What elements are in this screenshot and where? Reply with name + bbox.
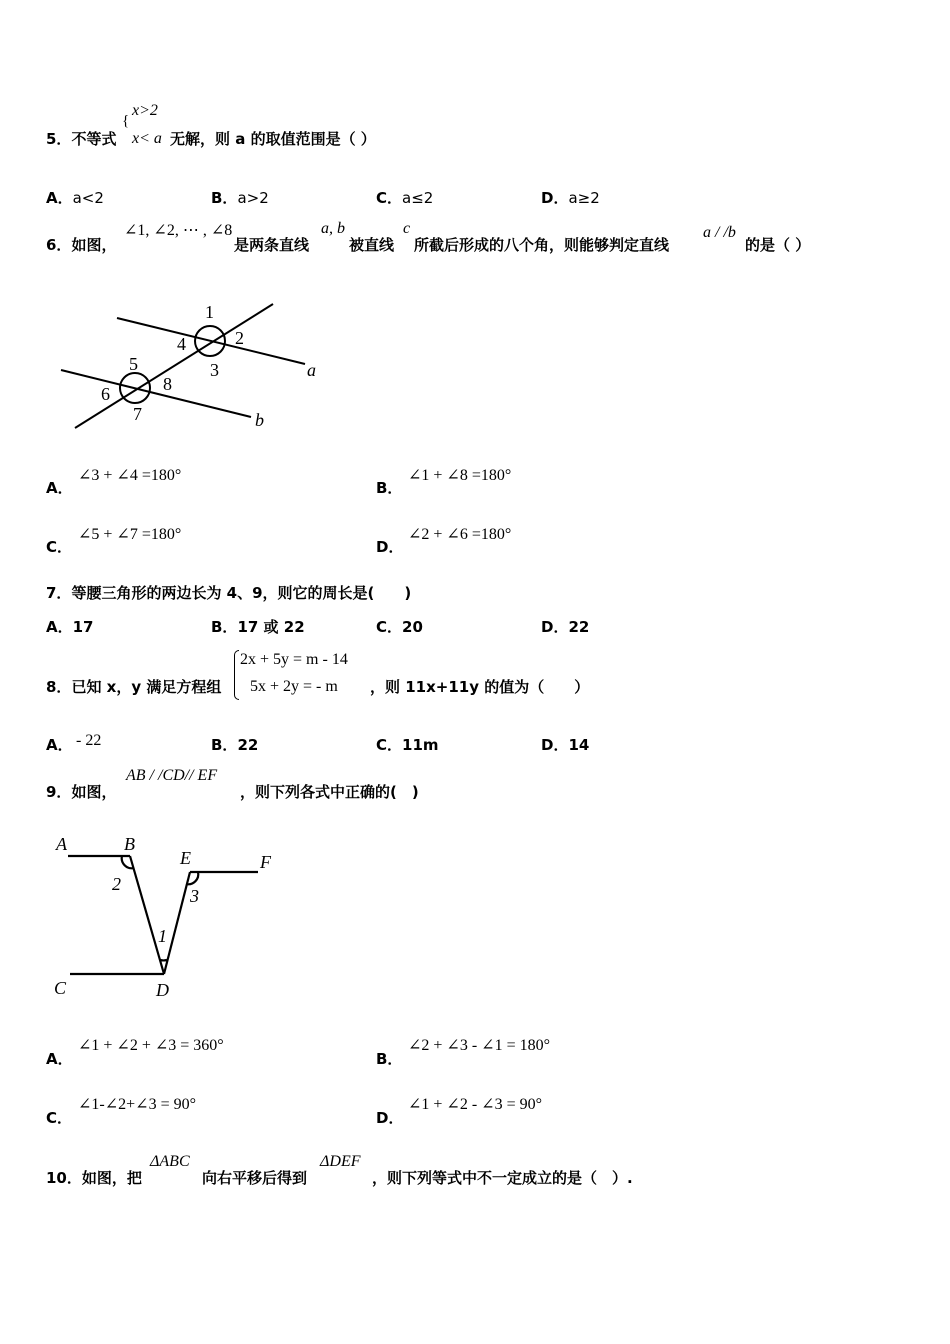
q6-lines-ab: a, b [321, 220, 345, 237]
fig9-label-1: 1 [158, 926, 167, 946]
q9-option-d[interactable]: D． [376, 1109, 404, 1127]
fig6-label-7: 7 [133, 404, 142, 424]
q6-line-c: c [403, 220, 411, 237]
q5-system-line1: x>2 [132, 102, 158, 119]
q7-option-d[interactable]: D．22 [541, 618, 590, 636]
q7-stem: 7．等腰三角形的两边长为 4、9，则它的周长是( ) [46, 584, 412, 602]
fig6-label-1: 1 [205, 302, 214, 322]
fig9-label-3: 3 [190, 886, 199, 906]
fig9-label-C: C [54, 978, 67, 998]
q9-option-a[interactable]: A． [46, 1050, 73, 1068]
q6-option-b[interactable]: B． [376, 479, 403, 497]
q8-brace [234, 650, 239, 700]
q8-option-b[interactable]: B．22 [211, 736, 259, 754]
q6-option-a-text[interactable]: ∠3 + ∠4 =180° [78, 467, 182, 484]
q6-parallel: a / /b [703, 224, 736, 241]
q9-option-c-text[interactable]: ∠1-∠2+∠3 = 90° [78, 1096, 196, 1113]
q7-option-c[interactable]: C．20 [376, 618, 423, 636]
q10-post: ，则下列等式中不一定成立的是（ ）. [372, 1169, 633, 1187]
fig9-label-E: E [180, 848, 191, 868]
q9-option-c[interactable]: C． [46, 1109, 73, 1127]
q5-post: 无解，则 a 的取值范围是（ ） [170, 130, 376, 148]
q5-option-b[interactable]: B．a>2 [211, 189, 269, 207]
fig9-label-D: D [156, 980, 169, 1000]
q9-figure [52, 830, 292, 1005]
fig6-label-3: 3 [210, 360, 219, 380]
q7-option-b[interactable]: B．17 或 22 [211, 618, 305, 636]
q8-post: ，则 11x+11y 的值为（ ） [370, 678, 590, 696]
q10-triangle-def: ΔDEF [320, 1153, 361, 1170]
q9-stem-start: 9．如图， [46, 783, 117, 801]
q9-post: ，则下列各式中正确的( ) [240, 783, 419, 801]
q5-option-a[interactable]: A．a<2 [46, 189, 104, 207]
q5-number: 5． [46, 130, 72, 148]
q9-option-d-text[interactable]: ∠1 + ∠2 - ∠3 = 90° [408, 1096, 542, 1113]
q8-option-a[interactable]: A． [46, 736, 73, 754]
q8-option-a-text[interactable]: - 22 [76, 732, 102, 749]
q6-option-c-text[interactable]: ∠5 + ∠7 =180° [78, 526, 182, 543]
q8-option-c[interactable]: C．11m [376, 736, 439, 754]
fig6-label-8: 8 [163, 374, 172, 394]
fig9-label-2: 2 [112, 874, 121, 894]
fig6-label-2: 2 [235, 328, 244, 348]
q9-option-a-text[interactable]: ∠1 + ∠2 + ∠3 = 360° [78, 1037, 224, 1054]
q9-condition: AB / /CD// EF [126, 767, 218, 784]
q5-stem [46, 128, 116, 149]
fig9-label-B: B [124, 834, 135, 854]
q6-option-a[interactable]: A． [46, 479, 73, 497]
fig6-label-b: b [255, 410, 264, 430]
q8-eq2: 5x + 2y = - m [250, 678, 338, 695]
q5-option-d[interactable]: D．a≥2 [541, 189, 600, 207]
q6-angles: ∠1, ∠2, ⋯ , ∠8 [124, 222, 233, 239]
q6-figure [55, 296, 345, 436]
q8-eq1: 2x + 5y = m - 14 [240, 651, 348, 668]
fig6-label-6: 6 [101, 384, 110, 404]
q8-stem-start: 8．已知 x，y 满足方程组 [46, 678, 222, 696]
q5-system-line2: x< a [132, 130, 162, 147]
q6-stem-start: 6．如图， [46, 236, 117, 254]
q5-pre: 不等式 [71, 130, 117, 148]
fig9-label-F: F [260, 852, 271, 872]
q6-option-d[interactable]: D． [376, 538, 404, 556]
q6-option-b-text[interactable]: ∠1 + ∠8 =180° [408, 467, 512, 484]
q6-post: 的是（ ） [745, 236, 811, 254]
q6-option-c[interactable]: C． [46, 538, 73, 556]
q6-option-d-text[interactable]: ∠2 + ∠6 =180° [408, 526, 512, 543]
q5-brace: { [122, 113, 130, 129]
q8-option-d[interactable]: D．14 [541, 736, 590, 754]
q10-stem-start: 10．如图，把 [46, 1169, 142, 1187]
q5-option-c[interactable]: C．a≤2 [376, 189, 434, 207]
q6-mid3: 所截后形成的八个角，则能够判定直线 [414, 236, 670, 254]
q9-option-b-text[interactable]: ∠2 + ∠3 - ∠1 = 180° [408, 1037, 550, 1054]
q9-option-b[interactable]: B． [376, 1050, 403, 1068]
q6-mid1: 是两条直线 [234, 236, 310, 254]
fig6-label-5: 5 [129, 354, 138, 374]
fig6-label-a: a [307, 360, 316, 380]
fig9-label-A: A [56, 834, 67, 854]
q10-mid: 向右平移后得到 [202, 1169, 308, 1187]
q10-triangle-abc: ΔABC [150, 1153, 190, 1170]
q7-option-a[interactable]: A．17 [46, 618, 94, 636]
fig6-label-4: 4 [177, 334, 186, 354]
q6-mid2: 被直线 [349, 236, 395, 254]
